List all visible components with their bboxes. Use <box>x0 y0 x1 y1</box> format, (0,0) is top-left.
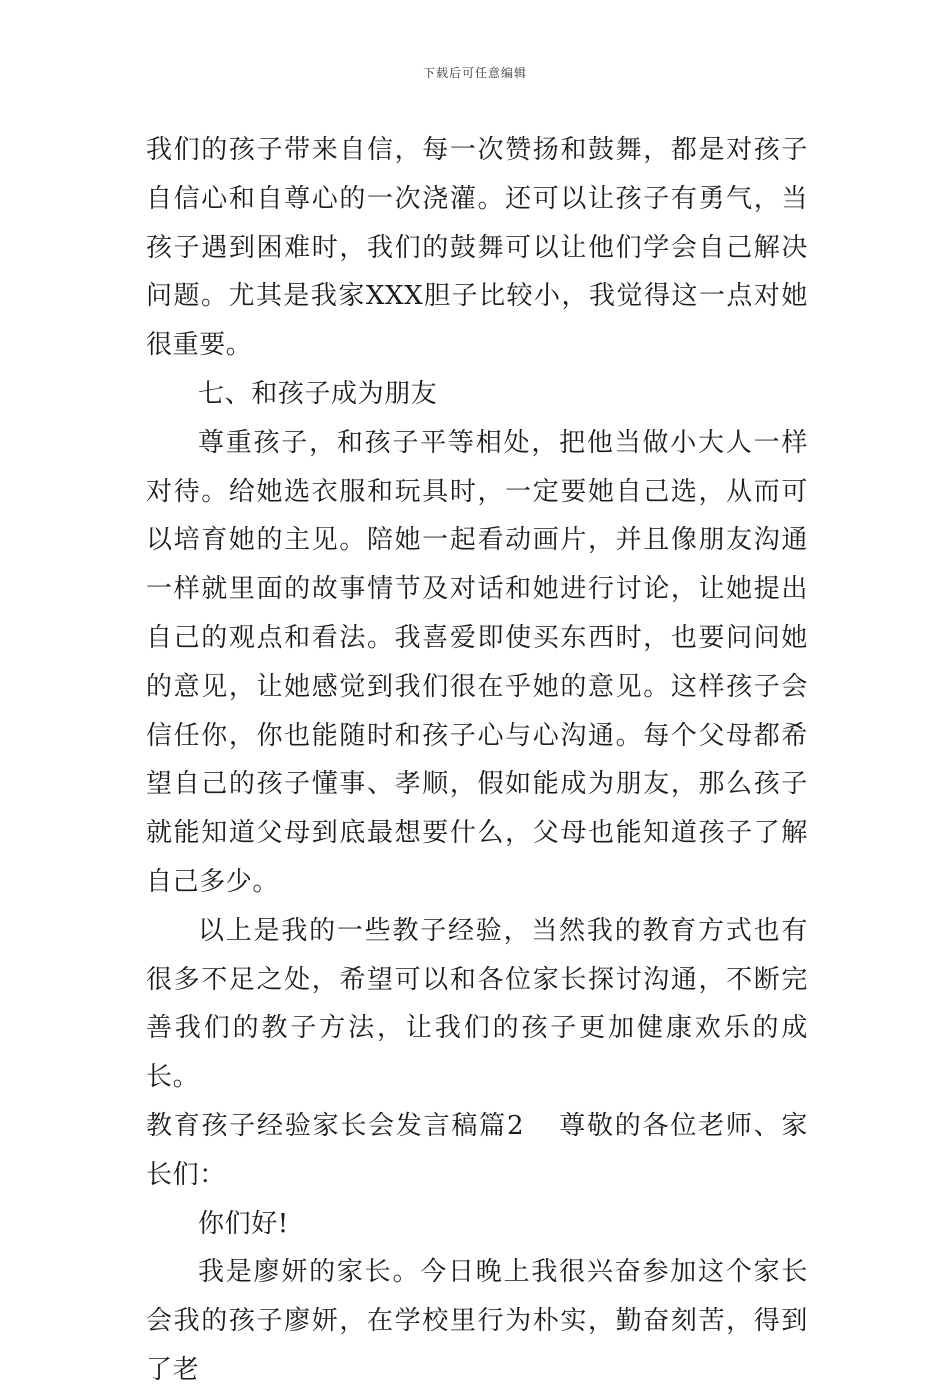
salutation: 尊敬的各位老师、家长们： <box>146 1110 808 1190</box>
paragraph-friends: 尊重孩子，和孩子平等相处，把他当做小大人一样对待。给她选衣服和玩具时，一定要她自己选，从而可以培育她的主见。陪她一起看动画片，并且像朋友沟通一样就里面的故事情节及对话和她进行讨论，让她提出自己的观点和看法。我喜爱即使买东西时，也要问问她的意见，让她感觉到我们很在乎她的意见。这样孩子会信任你，你也能随时和孩子心与心沟通。每个父母都希望自己的孩子懂事、孝顺，假如能成为朋友，那么孩子就能知道父母到底最想要什么，父母也能知道孩子了解自己多少。 <box>146 427 808 897</box>
paragraph-introduction: 我是廖妍的家长。今日晚上我很兴奋参加这个家长会我的孩子廖妍，在学校里行为朴实，勤奋刻苦，得到了老 <box>146 1257 808 1385</box>
header-note: 下载后可任意编辑 <box>422 66 527 80</box>
section-heading-seven: 七、和孩子成为朋友 <box>198 378 438 409</box>
paragraph-summary: 以上是我的一些教子经验，当然我的教育方式也有很多不足之处，希望可以和各位家长探讨沟通，不断完善我们的教子方法，让我们的孩子更加健康欢乐的成长。 <box>146 915 808 1093</box>
speech-title: 教育孩子经验家长会发言稿篇2 <box>146 1110 525 1141</box>
document-body <box>146 126 808 1395</box>
speech-title-line <box>146 1102 808 1200</box>
greeting: 你们好! <box>198 1208 289 1239</box>
paragraph-confidence: 我们的孩子带来自信，每一次赞扬和鼓舞，都是对孩子自信心和自尊心的一次浇灌。还可以让孩子有勇气，当孩子遇到困难时，我们的鼓舞可以让他们学会自己解决问题。尤其是我家XXX胆子比较小，我觉得这一点对她很重要。 <box>146 135 808 361</box>
